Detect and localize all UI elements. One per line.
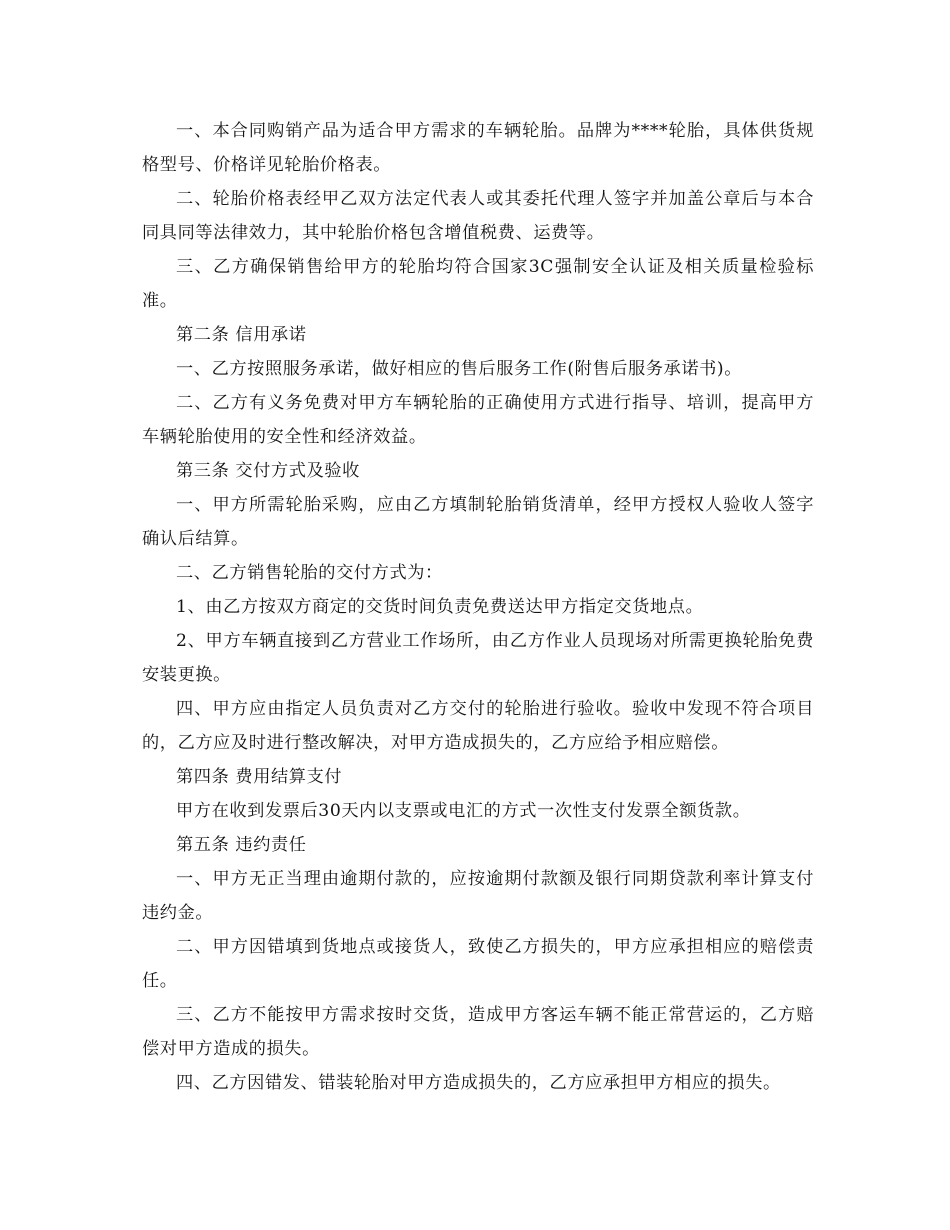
paragraph-14: 三、乙方不能按甲方需求按时交货，造成甲方客运车辆不能正常营运的，乙方赔偿对甲方造成的损失。 [142, 1005, 814, 1059]
paragraph-1: 一、本合同购销产品为适合甲方需求的车辆轮胎。品牌为****轮胎，具体供货规格型号、价格详见轮胎价格表。 [142, 121, 814, 175]
paragraph-2: 二、轮胎价格表经甲乙双方法定代表人或其委托代理人签字并加盖公章后与本合同具同等法律效力，其中轮胎价格包含增值税费、运费等。 [142, 189, 814, 243]
section-heading-2: 第二条 信用承诺 [176, 325, 307, 345]
section-heading-4: 第四条 费用结算支付 [176, 767, 343, 787]
paragraph-13: 二、甲方因错填到货地点或接货人，致使乙方损失的，甲方应承担相应的赔偿责任。 [142, 937, 814, 991]
section-heading-3: 第三条 交付方式及验收 [176, 461, 360, 481]
paragraph-8: 1、由乙方按双方商定的交货时间负责免费送达甲方指定交货地点。 [176, 597, 704, 617]
paragraph-7: 二、乙方销售轮胎的交付方式为： [176, 563, 443, 583]
paragraph-9: 2、甲方车辆直接到乙方营业工作场所，由乙方作业人员现场对所需更换轮胎免费安装更换。 [142, 631, 814, 685]
paragraph-3: 三、乙方确保销售给甲方的轮胎均符合国家3C强制安全认证及相关质量检验标准。 [142, 257, 814, 311]
paragraph-10: 四、甲方应由指定人员负责对乙方交付的轮胎进行验收。验收中发现不符合项目的，乙方应及时进行整改解决，对甲方造成损失的，乙方应给予相应赔偿。 [142, 699, 814, 753]
document-body [142, 114, 814, 1100]
paragraph-5: 二、乙方有义务免费对甲方车辆轮胎的正确使用方式进行指导、培训，提高甲方车辆轮胎使用的安全性和经济效益。 [142, 393, 814, 447]
section-heading-5: 第五条 违约责任 [176, 835, 307, 855]
paragraph-6: 一、甲方所需轮胎采购，应由乙方填制轮胎销货清单，经甲方授权人验收人签字确认后结算。 [142, 495, 814, 549]
paragraph-12: 一、甲方无正当理由逾期付款的，应按逾期付款额及银行同期贷款利率计算支付违约金。 [142, 869, 814, 923]
paragraph-15: 四、乙方因错发、错装轮胎对甲方造成损失的，乙方应承担甲方相应的损失。 [176, 1073, 781, 1093]
paragraph-11: 甲方在收到发票后30天内以支票或电汇的方式一次性支付发票全额货款。 [176, 801, 751, 821]
paragraph-4: 一、乙方按照服务承诺，做好相应的售后服务工作(附售后服务承诺书)。 [176, 359, 743, 379]
